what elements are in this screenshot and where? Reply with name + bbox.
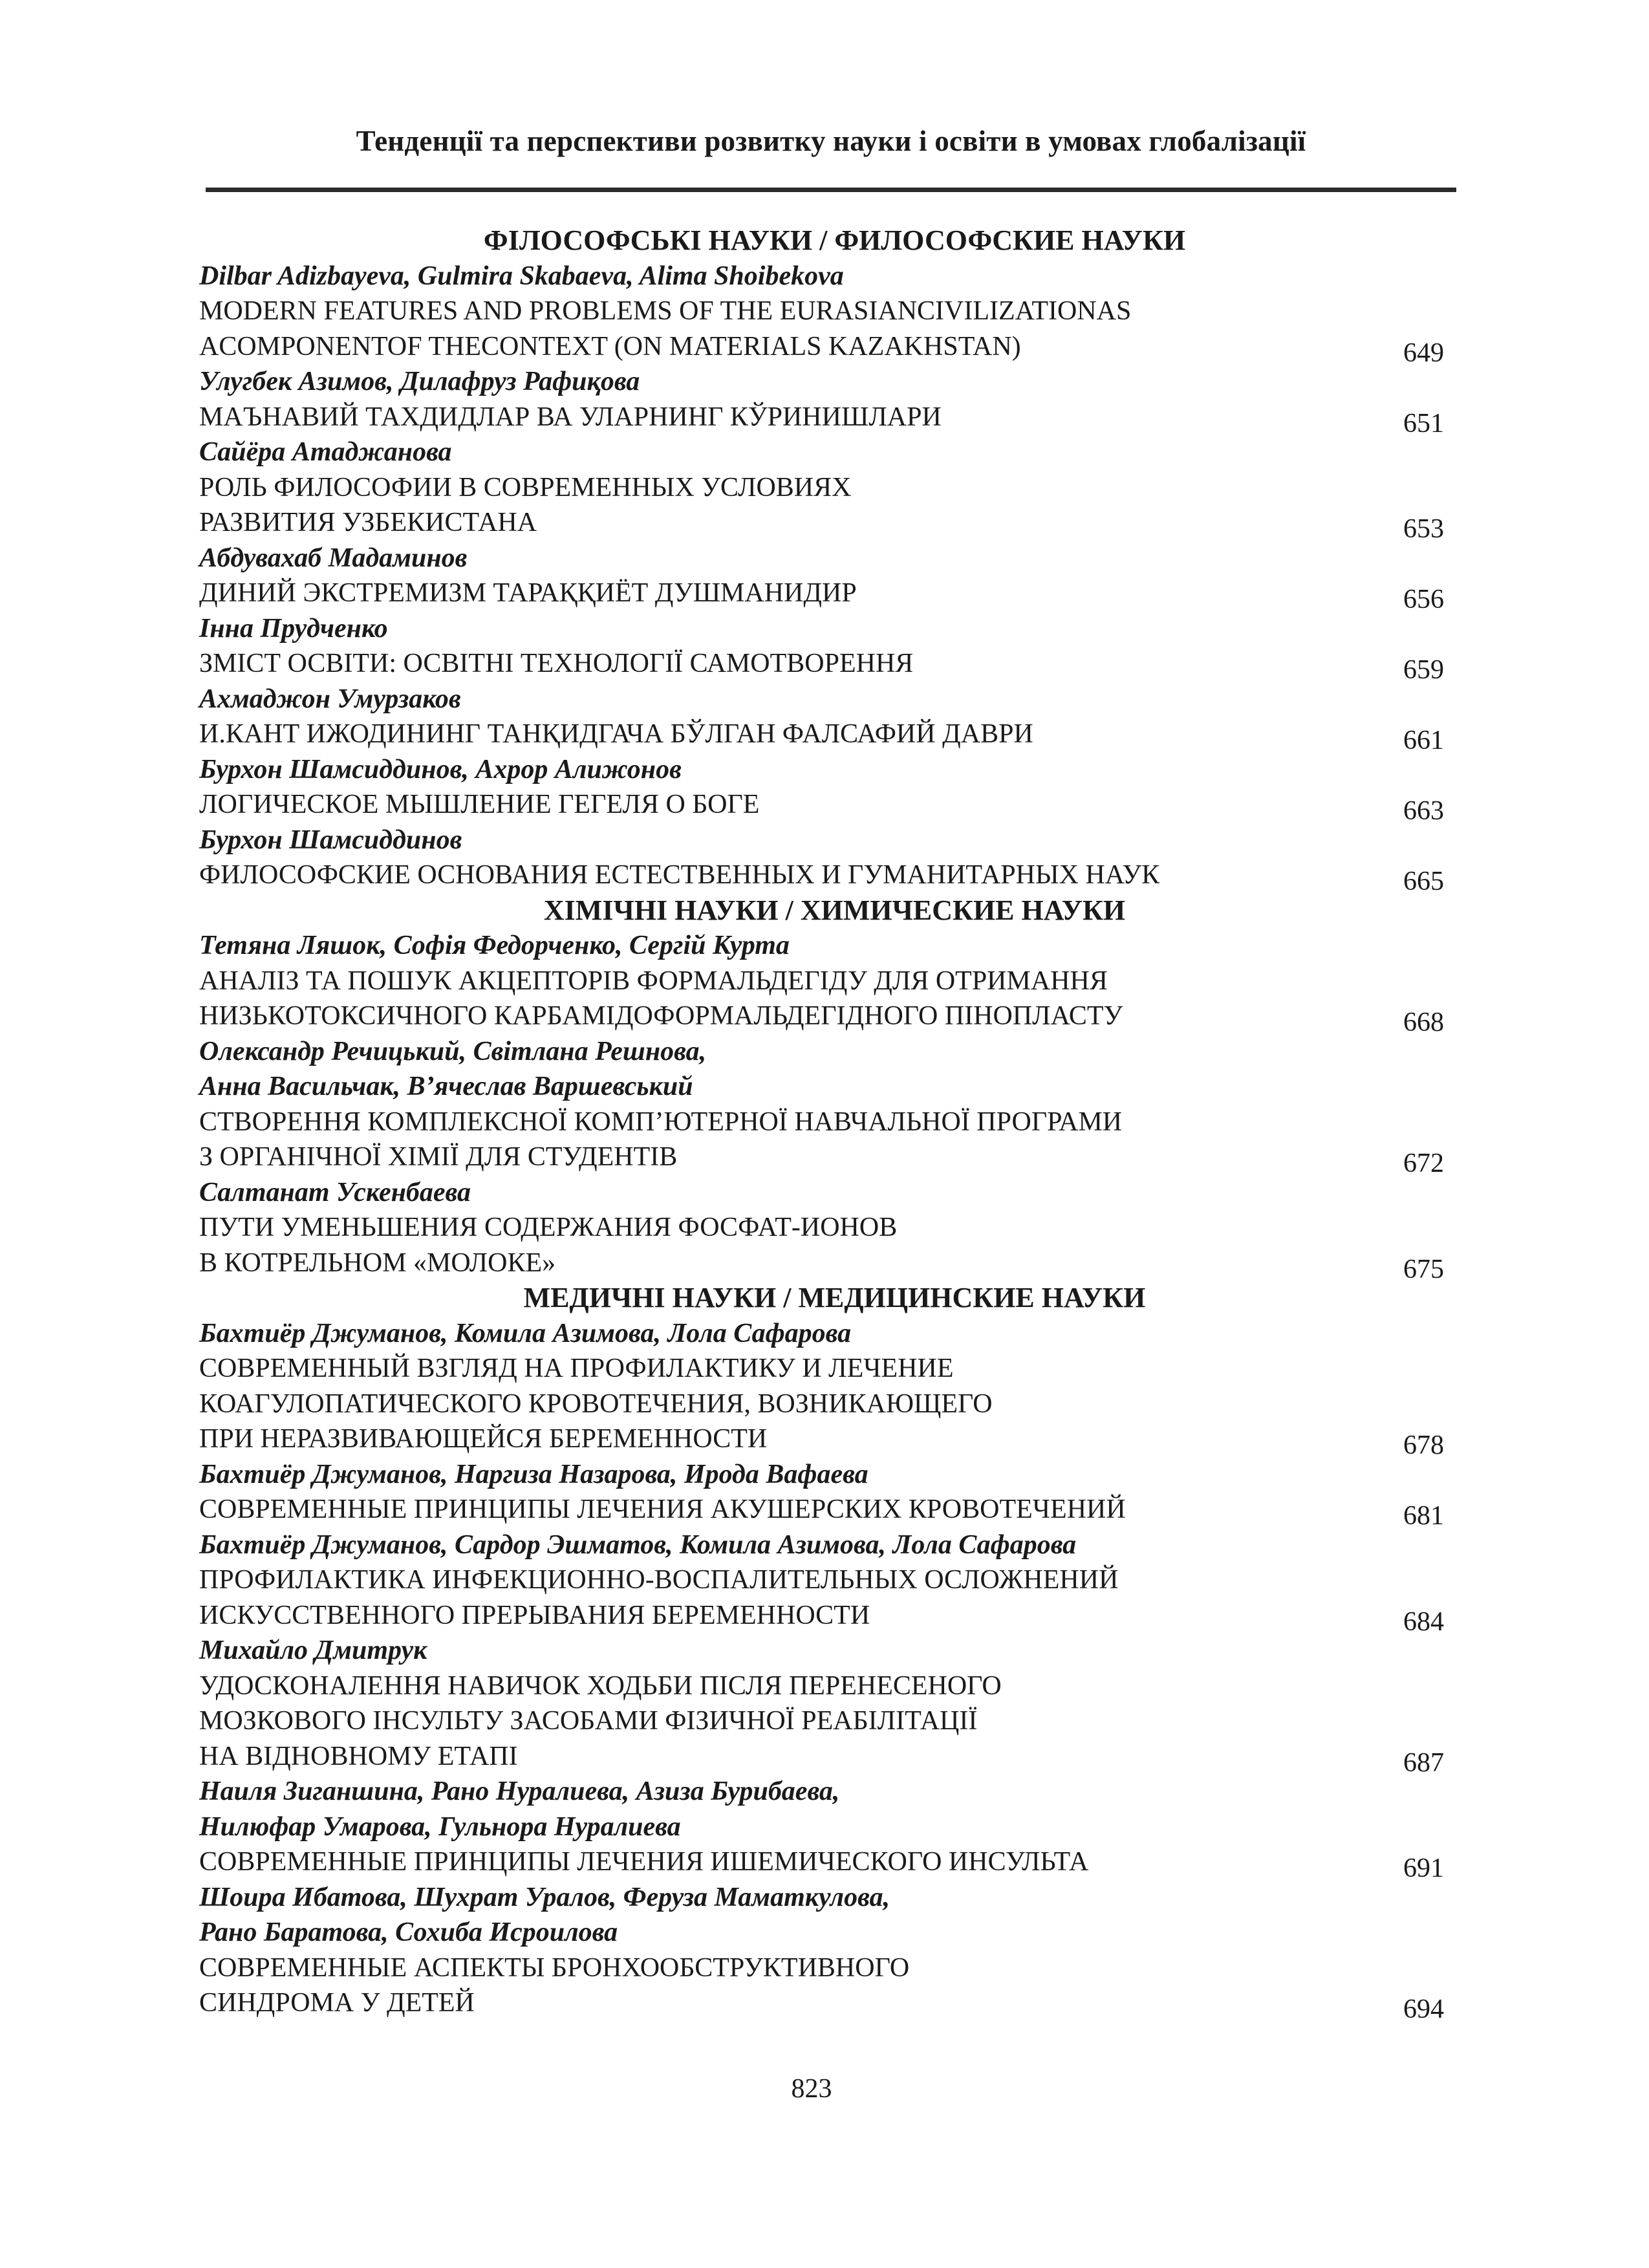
- entry-authors: Олександр Речицький, Світлана Решнова,: [199, 1036, 707, 1066]
- entry-authors: Сайёра Атаджанова: [199, 437, 452, 467]
- toc-entry[interactable]: [199, 1880, 1444, 2024]
- entry-page-number: 672: [1403, 1149, 1444, 1178]
- entry-title-line: [199, 294, 1444, 329]
- entry-title-text: ПРОФИЛАКТИКА ИНФЕКЦИОННО-ВОСПАЛИТЕЛЬНЫХ ОСЛОЖНЕНИЙ: [199, 1565, 1119, 1595]
- section-heading: ФІЛОСОФСЬКІ НАУКИ / ФИЛОСОФСКИЕ НАУКИ: [483, 224, 1186, 256]
- entry-title-text: В КОТРЕЛЬНОМ «МОЛОКЕ»: [199, 1247, 556, 1278]
- toc-entry[interactable]: [199, 259, 1444, 368]
- toc-entry[interactable]: [199, 541, 1444, 614]
- entry-authors: Тетяна Ляшок, Софія Федорченко, Сергій Курта: [199, 931, 790, 960]
- entry-title-text: ACOMPONENTOF THECONTEXT (ON MATERIALS KAZAKHSTAN): [199, 331, 1021, 362]
- entry-title-line: [199, 1950, 1444, 1986]
- entry-authors: Бурхон Шамсиддинов, Ахрор Алижонов: [199, 754, 682, 784]
- entry-authors: Інна Прудченко: [199, 613, 388, 643]
- entry-title-line: [199, 1492, 1444, 1531]
- entry-title-text: УДОСКОНАЛЕННЯ НАВИЧОК ХОДЬБИ ПІСЛЯ ПЕРЕНЕСЕНОГО: [199, 1670, 1002, 1701]
- toc-entry[interactable]: [199, 1528, 1444, 1637]
- entry-title-text: MODERN FEATURES AND PROBLEMS OF THE EURASIANCIVILIZATIONAS: [199, 296, 1132, 326]
- toc-entry[interactable]: [199, 1457, 1444, 1531]
- entry-title-line: [199, 787, 1444, 826]
- entry-title-line: [199, 1598, 1444, 1637]
- entry-title-text: СОВРЕМЕННЫЕ ПРИНЦИПЫ ЛЕЧЕНИЯ ИШЕМИЧЕСКОГО ИНСУЛЬТА: [199, 1847, 1089, 1877]
- toc-entry[interactable]: [199, 752, 1444, 826]
- entry-title-line: [199, 1246, 1444, 1284]
- entry-title-text: РОЛЬ ФИЛОСОФИИ В СОВРЕМЕННЫХ УСЛОВИЯХ: [199, 472, 852, 502]
- entry-title-text: МАЪНАВИЙ ТАХДИДЛАР ВА УЛАРНИНГ КЎРИНИШЛАРИ: [199, 402, 942, 432]
- toc-entry[interactable]: [199, 1633, 1444, 1778]
- entry-title-line: [199, 1210, 1444, 1246]
- entry-title-text: НА ВІДНОВНОМУ ЕТАПІ: [199, 1741, 518, 1771]
- footer-page-number: 823: [791, 2074, 832, 2104]
- entry-title-text: СИНДРОМА У ДЕТЕЙ: [199, 1988, 475, 2018]
- entry-title-text: КОАГУЛОПАТИЧЕСКОГО КРОВОТЕЧЕНИЯ, ВОЗНИКАЮЩЕГО: [199, 1388, 993, 1419]
- entry-title-line: [199, 1844, 1444, 1883]
- entry-title-text: ИСКУССТВЕННОГО ПРЕРЫВАНИЯ БЕРЕМЕННОСТИ: [199, 1600, 870, 1630]
- toc-entry[interactable]: [199, 1175, 1444, 1284]
- entry-authors: Улугбек Азимов, Дилафруз Рафиқова: [199, 367, 640, 396]
- entry-page-number: 678: [1403, 1431, 1444, 1460]
- entry-page-number: 681: [1403, 1501, 1444, 1531]
- entry-page-number: 684: [1403, 1606, 1444, 1637]
- entry-title-line: [199, 858, 1444, 896]
- entry-page-number: 691: [1403, 1853, 1444, 1883]
- table-of-contents: [199, 223, 1444, 2024]
- entry-title-text: З ОРГАНІЧНОЇ ХІМІЇ ДЛЯ СТУДЕНТІВ: [199, 1142, 678, 1172]
- entry-title-line: [199, 999, 1444, 1037]
- toc-entry[interactable]: [199, 364, 1444, 438]
- entry-authors: Рано Баратова, Сохиба Исроилова: [199, 1917, 618, 1947]
- toc-entry[interactable]: [199, 435, 1444, 544]
- entry-page-number: 675: [1403, 1254, 1444, 1284]
- entry-page-number: 694: [1403, 1994, 1444, 2024]
- section-heading: ХІМІЧНІ НАУКИ / ХИМИЧЕСКИЕ НАУКИ: [543, 894, 1126, 926]
- entry-page-number: 653: [1403, 514, 1444, 544]
- entry-title-line: [199, 1669, 1444, 1704]
- entry-title-text: СОВРЕМЕННЫЙ ВЗГЛЯД НА ПРОФИЛАКТИКУ И ЛЕЧЕНИЕ: [199, 1354, 954, 1383]
- entry-title-text: СОВРЕМЕННЫЕ ПРИНЦИПЫ ЛЕЧЕНИЯ АКУШЕРСКИХ КРОВОТЕЧЕНИЙ: [199, 1495, 1126, 1524]
- entry-title-line: [199, 1387, 1444, 1422]
- toc-entry[interactable]: [199, 682, 1444, 755]
- entry-title-text: СТВОРЕННЯ КОМПЛЕКСНОЇ КОМП’ЮТЕРНОЇ НАВЧАЛЬНОЇ ПРОГРАМИ: [199, 1107, 1123, 1137]
- entry-title-line: [199, 1421, 1444, 1460]
- entry-title-line: [199, 505, 1444, 544]
- entry-authors: Салтанат Ускенбаева: [199, 1177, 471, 1207]
- entry-page-number: 687: [1403, 1747, 1444, 1778]
- entry-page-number: 656: [1403, 585, 1444, 614]
- toc-entry[interactable]: [199, 928, 1444, 1037]
- entry-page-number: 663: [1403, 796, 1444, 826]
- entry-page-number: 665: [1403, 867, 1444, 896]
- entry-title-text: СОВРЕМЕННЫЕ АСПЕКТЫ БРОНХООБСТРУКТИВНОГО: [199, 1952, 910, 1983]
- entry-title-line: [199, 1562, 1444, 1598]
- entry-title-text: ПРИ НЕРАЗВИВАЮЩЕЙСЯ БЕРЕМЕННОСТИ: [199, 1424, 768, 1454]
- entry-title-text: МОЗКОВОГО ІНСУЛЬТУ ЗАСОБАМИ ФІЗИЧНОЇ РЕАБІЛІТАЦІЇ: [199, 1706, 978, 1736]
- entry-title-line: [199, 1351, 1444, 1387]
- entry-page-number: 668: [1403, 1008, 1444, 1037]
- entry-title-text: ЗМІСТ ОСВІТИ: ОСВІТНІ ТЕХНОЛОГІЇ САМОТВОРЕННЯ: [199, 649, 914, 678]
- entry-title-text: РАЗВИТИЯ УЗБЕКИСТАНА: [199, 508, 537, 537]
- entry-title-line: [199, 964, 1444, 999]
- entry-authors: Абдувахаб Мадаминов: [199, 543, 468, 573]
- section-heading: МЕДИЧНІ НАУКИ / МЕДИЦИНСКИЕ НАУКИ: [523, 1282, 1146, 1313]
- toc-entry[interactable]: [199, 1774, 1444, 1883]
- entry-authors: Dilbar Adizbayeva, Gulmira Skabaeva, Alima Shoibekova: [199, 261, 844, 291]
- entry-authors: Бахтиёр Джуманов, Комила Азимова, Лола Сафарова: [199, 1318, 852, 1348]
- entry-title-line: [199, 717, 1444, 755]
- entry-authors: Михайло Дмитрук: [199, 1636, 427, 1665]
- header-rule: [206, 188, 1456, 192]
- entry-title-text: ЛОГИЧЕСКОЕ МЫШЛЕНИЕ ГЕГЕЛЯ О БОГЕ: [199, 790, 760, 819]
- entry-title-text: ДИНИЙ ЭКСТРЕМИЗМ ТАРАҚҚИЁТ ДУШМАНИДИР: [199, 578, 857, 608]
- entry-title-text: И.КАНТ ИЖОДИНИНГ ТАНҚИДГАЧА БЎЛГАН ФАЛСАФИЙ ДАВРИ: [199, 719, 1033, 749]
- entry-title-text: ПУТИ УМЕНЬШЕНИЯ СОДЕРЖАНИЯ ФОСФАТ-ИОНОВ: [199, 1213, 898, 1242]
- entry-authors: Бахтиёр Джуманов, Наргиза Назарова, Ирода Вафаева: [199, 1459, 868, 1489]
- entry-title-line: [199, 1985, 1444, 2024]
- entry-title-line: [199, 1139, 1444, 1178]
- entry-title-line: [199, 646, 1444, 685]
- entry-authors: Анна Васильчак, В’ячеслав Варшевський: [199, 1072, 693, 1101]
- entry-page-number: 659: [1403, 655, 1444, 685]
- entry-title-line: [199, 400, 1444, 438]
- toc-entry[interactable]: [199, 1316, 1444, 1460]
- entry-title-text: АНАЛІЗ ТА ПОШУК АКЦЕПТОРІВ ФОРМАЛЬДЕГІДУ ДЛЯ ОТРИМАННЯ: [199, 966, 1108, 996]
- running-header-title: Тенденції та перспективи розвитку науки і освіти в умовах глобалізації: [356, 125, 1306, 157]
- entry-authors: Нилюфар Умарова, Гульнора Нуралиева: [199, 1811, 681, 1842]
- entry-title-text: НИЗЬКОТОКСИЧНОГО КАРБАМІДОФОРМАЛЬДЕГІДНОГО ПІНОПЛАСТУ: [199, 1001, 1123, 1031]
- entry-title-line: [199, 1703, 1444, 1739]
- entry-title-line: [199, 1739, 1444, 1778]
- entry-authors: Ахмаджон Умурзаков: [199, 684, 461, 714]
- entry-authors: Наиля Зиганшина, Рано Нуралиева, Азиза Бурибаева,: [199, 1777, 840, 1806]
- entry-page-number: 649: [1403, 338, 1444, 368]
- toc-entry[interactable]: [199, 611, 1444, 685]
- entry-authors: Шоира Ибатова, Шухрат Уралов, Феруза Маматкулова,: [199, 1882, 890, 1912]
- entry-title-line: [199, 329, 1444, 368]
- entry-title-line: [199, 576, 1444, 614]
- entry-title-line: [199, 1105, 1444, 1140]
- entry-authors: Бахтиёр Джуманов, Сардор Эшматов, Комила Азимова, Лола Сафарова: [199, 1529, 1077, 1560]
- toc-entry[interactable]: [199, 823, 1444, 896]
- toc-entry[interactable]: [199, 1034, 1444, 1178]
- entry-page-number: 651: [1403, 408, 1444, 438]
- entry-title-line: [199, 470, 1444, 506]
- entry-authors: Бурхон Шамсиддинов: [199, 825, 462, 855]
- entry-page-number: 661: [1403, 726, 1444, 755]
- entry-title-text: ФИЛОСОФСКИЕ ОСНОВАНИЯ ЕСТЕСТВЕННЫХ И ГУМАНИТАРНЫХ НАУК: [199, 860, 1160, 890]
